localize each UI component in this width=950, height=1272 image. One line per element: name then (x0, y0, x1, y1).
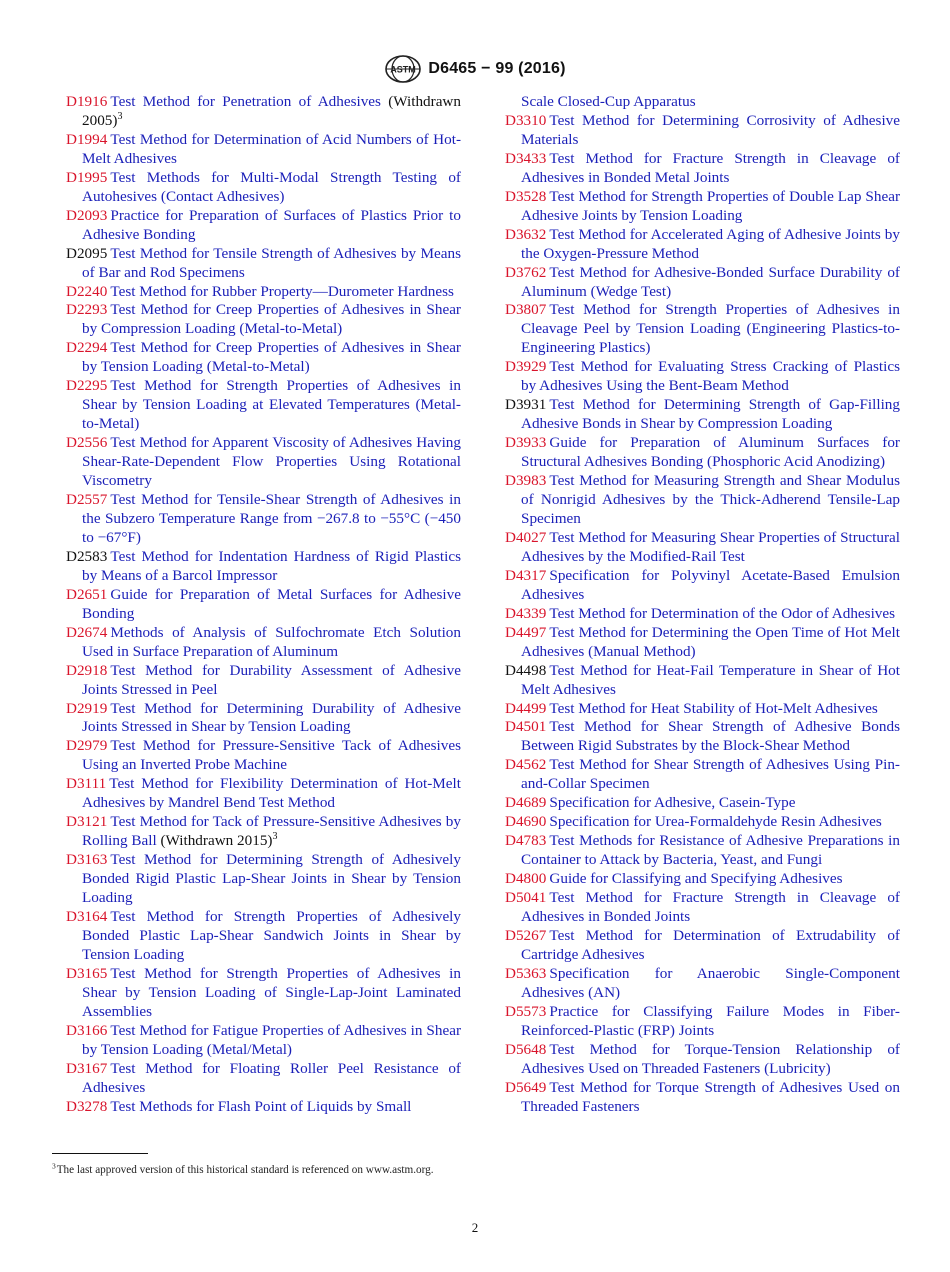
reference-entry-d5267[interactable] (505, 927, 900, 965)
reference-code[interactable]: D4027 (505, 528, 547, 546)
logo-text: ASTM (390, 64, 417, 75)
reference-entry-d2979[interactable] (66, 737, 461, 775)
reference-entry-d4339[interactable] (505, 605, 900, 624)
reference-code[interactable]: D4800 (505, 870, 547, 888)
reference-code[interactable]: D2583 (66, 547, 108, 565)
reference-description[interactable]: Test Method for Evaluating Stress Cracking of Plastics by Adhesives Using the Bent-Beam Method (521, 358, 900, 395)
reference-code[interactable]: D3121 (66, 813, 108, 831)
reference-code[interactable]: D2294 (66, 339, 108, 357)
reference-description[interactable]: Test Method for Determination of Extrudability of Cartridge Adhesives (521, 926, 900, 963)
reference-entry-d3632[interactable] (505, 226, 900, 264)
reference-code[interactable]: D3164 (66, 907, 108, 925)
reference-code[interactable]: D4497 (505, 623, 547, 641)
reference-description[interactable]: Test Method for Flexibility Determination of Hot-Melt Adhesives by Mandrel Bend Test Method (82, 775, 461, 812)
reference-code[interactable]: D3528 (505, 187, 547, 205)
reference-code[interactable]: D4498 (505, 661, 547, 679)
reference-entry-d4499[interactable] (505, 700, 900, 719)
reference-description[interactable]: Test Method for Fracture Strength in Cleavage of Adhesives in Bonded Metal Joints (521, 149, 900, 186)
reference-code[interactable]: D2240 (66, 282, 108, 300)
reference-entry-d3278[interactable] (66, 1098, 461, 1117)
reference-code[interactable]: D3931 (505, 396, 547, 414)
reference-code[interactable]: D2556 (66, 434, 108, 452)
reference-description[interactable]: Test Method for Adhesive-Bonded Surface Durability of Aluminum (Wedge Test) (521, 263, 900, 300)
reference-description[interactable]: Test Method for Pressure-Sensitive Tack of Adhesives Using an Inverted Probe Machine (82, 737, 461, 774)
reference-description[interactable]: Test Method for Strength Properties of Double Lap Shear Adhesive Joints by Tension Loading (521, 187, 900, 224)
reference-continuation[interactable] (505, 93, 900, 112)
reference-description[interactable]: Test Method for Determination of the Odor of Adhesives (549, 604, 896, 622)
footnote-ref: 3 (117, 110, 123, 122)
reference-description[interactable]: Test Method for Strength Properties of Adhesives in Shear by Tension Loading at Elevated Temperatures (Metal-to-Metal) (82, 377, 461, 433)
reference-description[interactable]: Methods of Analysis of Sulfochromate Etch Solution Used in Surface Preparation of Aluminum (82, 623, 461, 660)
reference-entry-d2295[interactable] (66, 377, 461, 434)
reference-entry-d2919[interactable] (66, 700, 461, 738)
footnote-ref: 3 (272, 831, 278, 843)
reference-code[interactable]: D4690 (505, 813, 547, 831)
withdrawn-note: (Withdrawn 2005) (82, 93, 461, 129)
reference-description[interactable]: Test Methods for Flash Point of Liquids by Small (110, 1097, 412, 1115)
footnote-divider (52, 1153, 148, 1154)
reference-code[interactable]: D2557 (66, 491, 108, 509)
reference-entry-d4689[interactable] (505, 794, 900, 813)
reference-description[interactable]: Test Methods for Resistance of Adhesive Preparations in Container to Attack by Bacteria, Yeast, and Fungi (521, 832, 900, 869)
reference-description[interactable]: Test Method for Strength Properties of Adhesives in Cleavage Peel by Tension Loading (Engineering Plastics-to-Engineering Plastics) (521, 301, 900, 357)
reference-description[interactable]: Practice for Classifying Failure Modes in Fiber-Reinforced-Plastic (FRP) Joints (521, 1002, 900, 1039)
reference-description[interactable]: Test Method for Torque Strength of Adhesives Used on Threaded Fasteners (521, 1078, 900, 1115)
reference-description[interactable]: Test Method for Tensile-Shear Strength of Adhesives in the Subzero Temperature Range from −267.8 to −55°C (−450 to −67°F) (82, 491, 461, 546)
reference-description[interactable]: Test Methods for Multi-Modal Strength Testing of Autohesives (Contact Adhesives) (82, 168, 461, 205)
reference-entry-d3165[interactable] (66, 965, 461, 1022)
reference-code[interactable]: D4501 (505, 718, 547, 736)
reference-description[interactable]: Test Method for Creep Properties of Adhesives in Shear by Compression Loading (Metal-to-Metal) (82, 301, 461, 338)
reference-description[interactable]: Test Method for Measuring Shear Properties of Structural Adhesives by the Modified-Rail Test (521, 528, 900, 565)
reference-entry-d2093[interactable] (66, 207, 461, 245)
reference-description[interactable]: Test Method for Accelerated Aging of Adhesive Joints by the Oxygen-Pressure Method (521, 225, 900, 262)
reference-entry-d2240[interactable] (66, 283, 461, 302)
reference-description[interactable]: Test Method for Fatigue Properties of Adhesives in Shear by Tension Loading (Metal/Metal) (82, 1021, 461, 1058)
reference-entry-d3528[interactable] (505, 188, 900, 226)
reference-entry-d2651[interactable] (66, 586, 461, 624)
reference-code[interactable]: D3166 (66, 1021, 108, 1039)
reference-description[interactable]: Test Method for Heat Stability of Hot-Melt Adhesives (549, 699, 878, 717)
reference-code[interactable]: D3111 (66, 775, 107, 793)
reference-entry-d3929[interactable] (505, 358, 900, 396)
reference-entry-d4562[interactable] (505, 756, 900, 794)
reference-code[interactable]: D5041 (505, 889, 547, 907)
reference-code[interactable]: D3165 (66, 964, 108, 982)
reference-description[interactable]: Test Method for Strength Properties of Adhesives in Shear by Tension Loading of Single-Lap-Joint Laminated Assemblies (82, 964, 461, 1020)
reference-code[interactable]: D2919 (66, 699, 108, 717)
reference-entry-d5649[interactable] (505, 1079, 900, 1117)
reference-entry-d3433[interactable] (505, 150, 900, 188)
reference-entry-d4783[interactable] (505, 832, 900, 870)
reference-entry-d4317[interactable] (505, 567, 900, 605)
reference-entry-d3166[interactable] (66, 1022, 461, 1060)
reference-entry-d5648[interactable] (505, 1041, 900, 1079)
reference-code[interactable]: D2918 (66, 661, 108, 679)
reference-description[interactable]: Test Method for Apparent Viscosity of Adhesives Having Shear-Rate-Dependent Flow Properties Using Rotational Viscometry (82, 434, 461, 490)
reference-description[interactable]: Guide for Preparation of Aluminum Surfaces for Structural Adhesives Bonding (Phosphoric Acid Anodizing) (521, 434, 900, 471)
reference-entry-d3983[interactable] (505, 472, 900, 529)
reference-entry-d3163[interactable] (66, 851, 461, 908)
reference-code[interactable]: D3929 (505, 358, 547, 376)
reference-entry-d3310[interactable] (505, 112, 900, 150)
reference-code[interactable]: D3310 (505, 111, 547, 129)
reference-entry-d5041[interactable] (505, 889, 900, 927)
reference-entry-d4498[interactable] (505, 662, 900, 700)
reference-code[interactable]: D3933 (505, 434, 547, 452)
reference-description[interactable]: Test Method for Shear Strength of Adhesive Bonds Between Rigid Substrates by the Block-Shear Method (521, 718, 900, 755)
footnote-marker: 3 (52, 1161, 56, 1171)
reference-code[interactable]: D2674 (66, 623, 108, 641)
reference-code[interactable]: D5363 (505, 964, 547, 982)
reference-entry-d3121[interactable] (66, 813, 461, 851)
reference-description[interactable]: Test Method for Durability Assessment of Adhesive Joints Stressed in Peel (82, 661, 461, 698)
reference-entry-d1916[interactable] (66, 93, 461, 131)
reference-code[interactable]: D4317 (505, 566, 547, 584)
reference-description[interactable]: Test Method for Rubber Property—Durometer Hardness (110, 282, 454, 300)
reference-description[interactable]: Specification for Polyvinyl Acetate-Based Emulsion Adhesives (521, 566, 900, 603)
astm-logo (384, 54, 422, 84)
reference-code[interactable]: D2095 (66, 244, 108, 262)
reference-description[interactable]: Test Method for Shear Strength of Adhesives Using Pin-and-Collar Specimen (521, 756, 900, 793)
reference-code[interactable]: D1995 (66, 168, 108, 186)
reference-description[interactable]: Test Method for Determining Durability of Adhesive Joints Stressed in Shear by Tension Loading (82, 699, 461, 736)
reference-code[interactable]: D4783 (505, 832, 547, 850)
reference-entry-d3762[interactable] (505, 264, 900, 302)
reference-description[interactable]: Test Method for Determining the Open Time of Hot Melt Adhesives (Manual Method) (521, 623, 900, 660)
reference-entry-d3933[interactable] (505, 434, 900, 472)
reference-code[interactable]: D4339 (505, 604, 547, 622)
reference-code[interactable]: D1994 (66, 130, 108, 148)
reference-code[interactable]: D2293 (66, 301, 108, 319)
reference-entry-d2918[interactable] (66, 662, 461, 700)
reference-code[interactable]: D2651 (66, 585, 108, 603)
reference-description[interactable]: Test Method for Torque-Tension Relationship of Adhesives Used on Threaded Fasteners (Lubricity) (521, 1040, 900, 1077)
reference-code[interactable]: D3762 (505, 263, 547, 281)
reference-code[interactable]: D1916 (66, 93, 108, 110)
reference-description[interactable]: Test Method for Determination of Acid Numbers of Hot-Melt Adhesives (82, 130, 461, 167)
reference-description[interactable]: Test Method for Indentation Hardness of Rigid Plastics by Means of a Barcol Impressor (82, 547, 461, 584)
document-title: D6465 − 99 (2016) (428, 60, 566, 77)
reference-description[interactable]: Test Method for Measuring Strength and Shear Modulus of Nonrigid Adhesives by the Thick-Adherend Tensile-Lap Specimen (521, 472, 900, 527)
reference-description[interactable]: Test Method for Determining Strength of Gap-Filling Adhesive Bonds in Shear by Compression Loading (521, 396, 900, 433)
reference-code[interactable]: D3167 (66, 1059, 108, 1077)
reference-entry-d1995[interactable] (66, 169, 461, 207)
reference-description[interactable]: Specification for Adhesive, Casein-Type (549, 794, 796, 812)
reference-description[interactable]: Test Method for Heat-Fail Temperature in Shear of Hot Melt Adhesives (521, 661, 900, 698)
reference-entry-d4690[interactable] (505, 813, 900, 832)
reference-code[interactable]: D4562 (505, 756, 547, 774)
reference-code[interactable]: D3983 (505, 472, 547, 490)
reference-code[interactable]: D5267 (505, 926, 547, 944)
reference-description[interactable]: Test Method for Tack of Pressure-Sensitive Adhesives by Rolling Ball (82, 813, 461, 850)
reference-code[interactable]: D5573 (505, 1002, 547, 1020)
reference-description[interactable]: Test Method for Fracture Strength in Cleavage of Adhesives in Bonded Joints (521, 889, 900, 925)
reference-entry-d2557[interactable] (66, 491, 461, 548)
reference-description[interactable]: Practice for Preparation of Surfaces of Plastics Prior to Adhesive Bonding (82, 206, 461, 243)
reference-description[interactable]: Test Method for Creep Properties of Adhesives in Shear by Tension Loading (Metal-to-Metal) (82, 339, 461, 376)
page-number: 2 (471, 1220, 479, 1235)
reference-entry-d3167[interactable] (66, 1060, 461, 1098)
reference-entry-d3807[interactable] (505, 301, 900, 358)
reference-code[interactable]: D2979 (66, 737, 108, 755)
reference-entry-d2556[interactable] (66, 434, 461, 491)
reference-code[interactable]: D5648 (505, 1040, 547, 1058)
reference-code[interactable]: D2093 (66, 206, 108, 224)
reference-description[interactable]: Specification for Urea-Formaldehyde Resin Adhesives (549, 813, 882, 831)
reference-code[interactable]: D3433 (505, 149, 547, 167)
right-column (505, 93, 900, 1116)
reference-description[interactable]: Test Method for Floating Roller Peel Resistance of Adhesives (82, 1059, 461, 1096)
reference-entry-d2674[interactable] (66, 624, 461, 662)
reference-entry-d2583[interactable] (66, 548, 461, 586)
reference-entry-d4497[interactable] (505, 624, 900, 662)
reference-entry-d4027[interactable] (505, 529, 900, 567)
reference-entry-d4800[interactable] (505, 870, 900, 889)
reference-code[interactable]: D4499 (505, 699, 547, 717)
reference-entry-d2095[interactable] (66, 245, 461, 283)
reference-code[interactable]: D5649 (505, 1078, 547, 1096)
reference-entry-d1994[interactable] (66, 131, 461, 169)
reference-description[interactable]: Test Method for Determining Corrosivity of Adhesive Materials (521, 111, 900, 148)
reference-entry-d3111[interactable] (66, 775, 461, 813)
page-header (0, 54, 950, 84)
reference-description: Scale Closed-Cup Apparatus (521, 93, 696, 110)
reference-description[interactable]: Guide for Classifying and Specifying Adhesives (549, 870, 843, 888)
reference-description[interactable]: Guide for Preparation of Metal Surfaces for Adhesive Bonding (82, 585, 461, 622)
reference-entry-d2294[interactable] (66, 339, 461, 377)
reference-entry-d2293[interactable] (66, 301, 461, 339)
reference-description[interactable]: Test Method for Strength Properties of Adhesively Bonded Plastic Lap-Shear Sandwich Joints in Shear by Tension Loading (82, 907, 461, 963)
reference-code[interactable]: D3278 (66, 1097, 108, 1115)
reference-code[interactable]: D3163 (66, 851, 108, 869)
footnote-text: The last approved version of this historical standard is referenced on www.astm.org. (56, 1164, 434, 1176)
reference-description[interactable]: Test Method for Determining Strength of Adhesively Bonded Rigid Plastic Lap-Shear Joints in Shear by Tension Loading (82, 851, 461, 907)
reference-code[interactable]: D3807 (505, 301, 547, 319)
reference-entry-d4501[interactable] (505, 718, 900, 756)
withdrawn-note: (Withdrawn 2015) (156, 832, 273, 850)
reference-entry-d3164[interactable] (66, 908, 461, 965)
right-column-list (505, 112, 900, 1117)
reference-entry-d3931[interactable] (505, 396, 900, 434)
reference-description[interactable]: Specification for Anaerobic Single-Component Adhesives (AN) (521, 964, 900, 1001)
reference-code[interactable]: D3632 (505, 225, 547, 243)
reference-description[interactable]: Test Method for Tensile Strength of Adhesives by Means of Bar and Rod Specimens (82, 244, 461, 281)
left-column (66, 93, 461, 1116)
reference-entry-d5363[interactable] (505, 965, 900, 1003)
reference-code[interactable]: D2295 (66, 377, 108, 395)
footnote (52, 1163, 461, 1178)
reference-code[interactable]: D4689 (505, 794, 547, 812)
reference-description[interactable]: Test Method for Penetration of Adhesives (110, 93, 381, 110)
reference-entry-d5573[interactable] (505, 1003, 900, 1041)
